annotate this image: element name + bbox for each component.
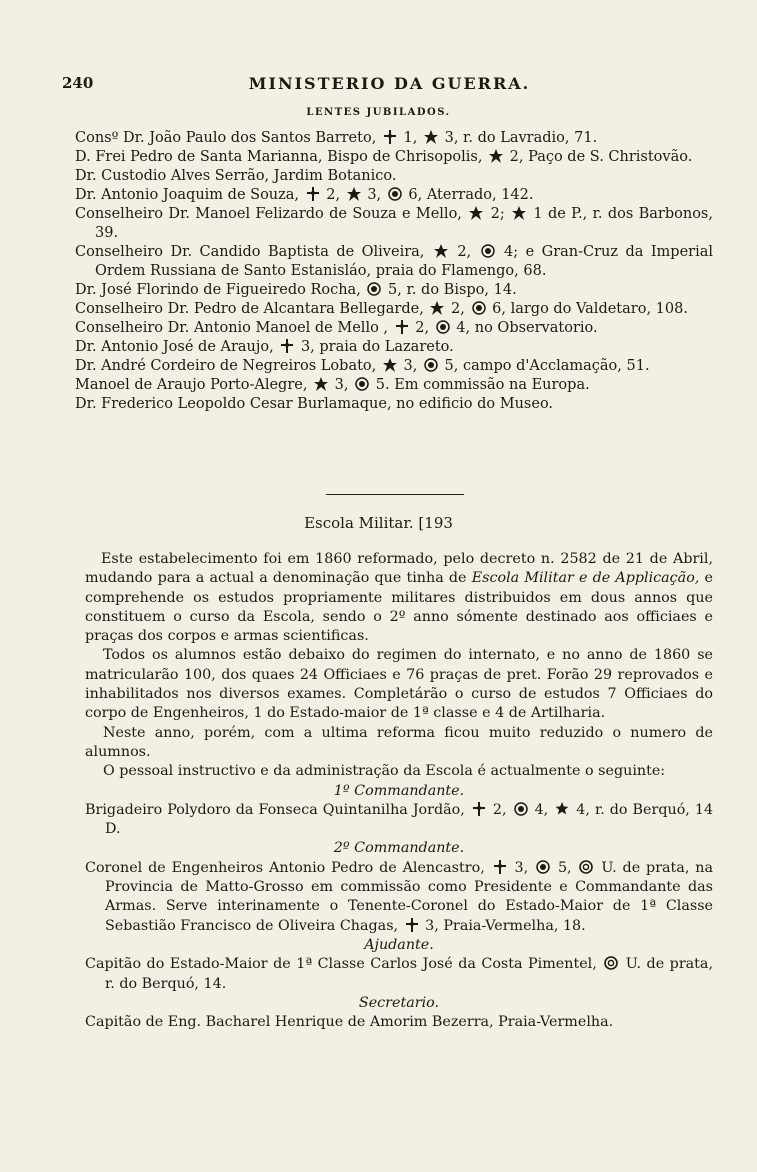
rose-order-icon	[355, 377, 369, 391]
page-header	[62, 74, 717, 102]
rose-order-icon	[424, 358, 438, 372]
list-item: Dr. Antonio Joaquim de Souza, 2, 3, 6, Aterrado, 142.	[75, 187, 534, 203]
staff-entry: Capitão do Estado-Maior de 1ª Classe Carlos José da Costa Pimentel, U. de prata, r. do Berquó, 14.	[85, 956, 713, 992]
section-divider	[326, 494, 464, 495]
star-of-order-icon	[512, 206, 526, 220]
list-item: D. Frei Pedro de Santa Marianna, Bispo de Chrisopolis, 2, Paço de S. Christovão.	[75, 149, 693, 165]
cross-of-order-icon	[383, 130, 397, 144]
list-item: Conselheiro Dr. Pedro de Alcantara Bellegarde, 2, 6, largo do Valdetaro, 108.	[75, 301, 688, 317]
list-item: Dr. Antonio José de Araujo, 3, praia do Lazareto.	[75, 339, 454, 355]
section-subheading: LENTES JUBILADOS.	[306, 107, 451, 118]
list-item: Dr. André Cordeiro de Negreiros Lobato, 3, 5, campo d'Acclamação, 51.	[75, 358, 650, 374]
staff-entry: Capitão de Eng. Bacharel Henrique de Amorim Bezerra, Praia-Vermelha.	[85, 1014, 614, 1031]
paragraph: Todos os alumnos estão debaixo do regimen do internato, e no anno de 1860 se matricularão 100, dos quaes 24 Officiaes e 76 praças de pret. Forão 29 reprovados e inhabilitados nos diversos exames. Completárão o curso de estudos 7 Officiaes do corpo de Engenheiros, 1 do Estado-maior de 1ª classe e 4 de Artilharia.	[85, 647, 713, 722]
list-item: Manoel de Araujo Porto-Alegre, 3, 5. Em commissão na Europa.	[75, 377, 590, 393]
star-of-order-icon	[469, 206, 483, 220]
rose-order-icon	[388, 187, 402, 201]
list-item: Dr. Frederico Leopoldo Cesar Burlamaque, no edificio do Museo.	[75, 396, 554, 412]
role-heading: Ajudante.	[364, 936, 434, 953]
medal-icon	[555, 802, 569, 816]
paragraph: O pessoal instructivo e da administração da Escola é actualmente o seguinte:	[103, 763, 666, 780]
escola-body	[85, 550, 713, 1032]
list-item: Consº Dr. João Paulo dos Santos Barreto, 1, 3, r. do Lavradio, 71.	[75, 130, 598, 146]
list-item: Conselheiro Dr. Antonio Manoel de Mello , 2, 4, no Observatorio.	[75, 320, 598, 336]
rose-order-icon	[436, 320, 450, 334]
lentes-list	[75, 129, 713, 414]
rose-order-icon	[481, 244, 495, 258]
star-of-order-icon	[424, 130, 438, 144]
cross-of-order-icon	[280, 339, 294, 353]
staff-entry: Coronel de Engenheiros Antonio Pedro de Alencastro, 3, 5, U. de prata, na Provincia de Matto-Grosso em commissão como Presidente e Commandante das Armas. Serve interinamente o Tenente-Coronel do Estado-Maior de 1ª Classe Sebastião Francisco de Oliveira Chagas, 3, Praia-Vermelha, 18.	[85, 859, 713, 934]
list-item: Dr. Custodio Alves Serrão, Jardim Botanico.	[75, 168, 397, 184]
escola-title: Escola Militar. [193	[304, 514, 453, 532]
cross-of-order-icon	[472, 802, 486, 816]
role-heading: 2º Commandante.	[333, 840, 465, 857]
list-item: Dr. José Florindo de Figueiredo Rocha, 5, r. do Bispo, 14.	[75, 282, 517, 298]
rose-order-icon	[367, 282, 381, 296]
star-of-order-icon	[434, 244, 448, 258]
star-of-order-icon	[347, 187, 361, 201]
page-number: 240	[62, 74, 94, 92]
role-heading: 1º Commandante.	[333, 782, 465, 799]
ring-order-icon	[604, 956, 618, 970]
star-of-order-icon	[383, 358, 397, 372]
cross-of-order-icon	[493, 860, 507, 874]
star-of-order-icon	[314, 377, 328, 391]
role-heading: Secretario.	[358, 994, 440, 1011]
paragraph: Este estabelecimento foi em 1860 reformado, pelo decreto n. 2582 de 21 de Abril, mudando para a actual a denominação que tinha de Escola Militar e de Applicação, e comprehende os estudos propriamente militares distribuidos em dous annos que constituem o curso da Escola, sendo o 2º anno sómente destinado aos officiaes e praças dos corpos e armas scientificas.	[85, 551, 713, 645]
list-item: Conselheiro Dr. Candido Baptista de Oliveira, 2, 4; e Gran-Cruz da Imperial Ordem Russiana de Santo Estanisláo, praia do Flamengo, 68.	[75, 244, 714, 279]
list-item: Conselheiro Dr. Manoel Felizardo de Souza e Mello, 2; 1 de P., r. dos Barbonos, 39.	[75, 206, 713, 241]
star-of-order-icon	[489, 149, 503, 163]
cross-of-order-icon	[395, 320, 409, 334]
rose-order-icon	[536, 860, 550, 874]
star-of-order-icon	[430, 301, 444, 315]
rose-order-icon	[514, 802, 528, 816]
paragraph: Neste anno, porém, com a ultima reforma ficou muito reduzido o numero de alumnos.	[85, 724, 713, 760]
rose-order-icon	[472, 301, 486, 315]
cross-of-order-icon	[306, 187, 320, 201]
ring-order-icon	[579, 860, 593, 874]
staff-entry: Brigadeiro Polydoro da Fonseca Quintanilha Jordão, 2, 4, 4, r. do Berquó, 14 D.	[85, 801, 714, 838]
running-title: MINISTERIO DA GUERRA.	[248, 74, 531, 93]
cross-of-order-icon	[405, 918, 419, 932]
